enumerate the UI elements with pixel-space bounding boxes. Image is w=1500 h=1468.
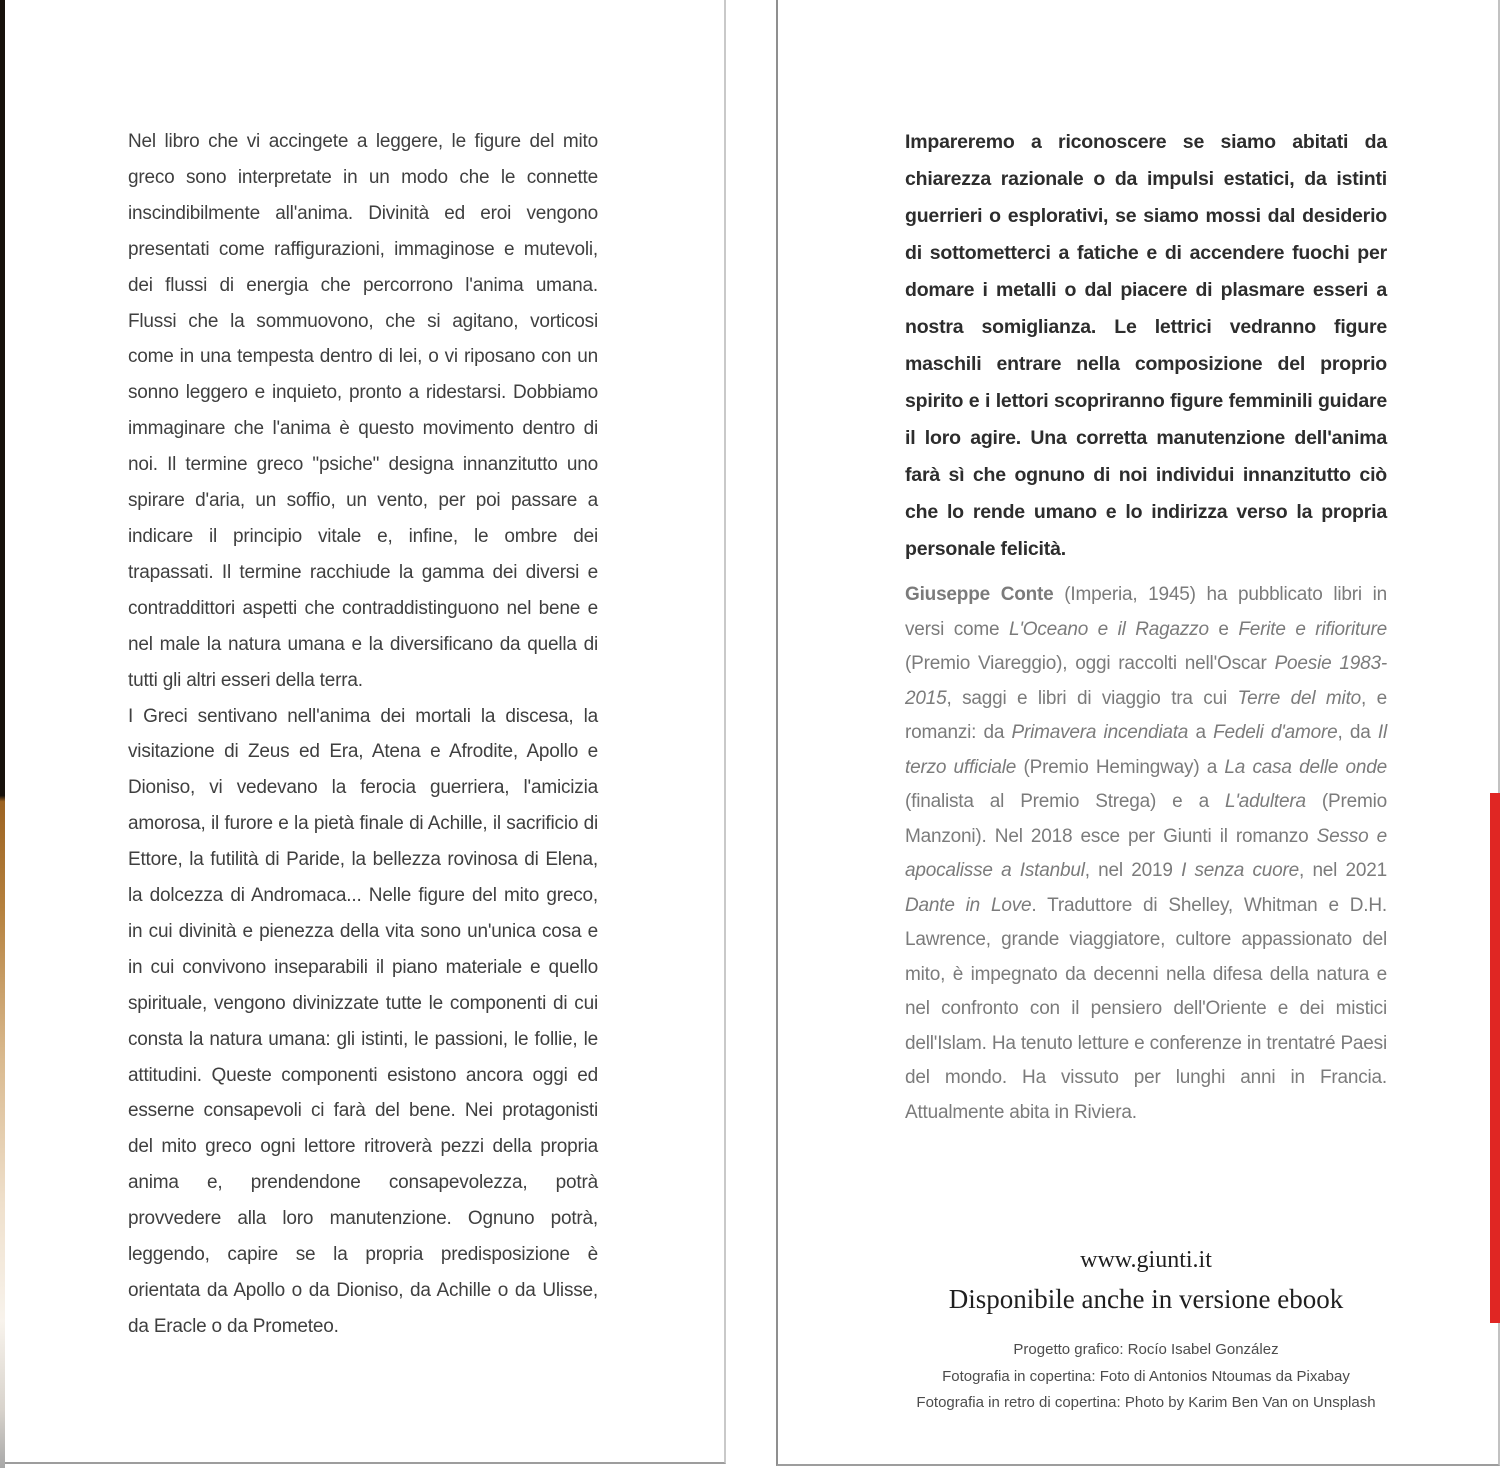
left-flap-paragraph-1: Nel libro che vi accingete a leggere, le figure del mito greco sono interpretate in un modo che le connette inscindibilmente all'anima. Divinità ed eroi vengono presentati come raffigurazioni, immaginose e mutevoli, dei flussi di energia che percorrono l'anima umana. Flussi che la sommuovono, che si agitano, vorticosi come in una tempesta dentro di lei, o vi riposano con un sonno leggero e inquieto, pronto a ridestarsi. Dobbiamo immaginare che l'anima è questo movimento dentro di noi. Il termine greco "psiche" designa innanzitutto uno spirare d'aria, un soffio, un vento, per poi passare a indicare il principio vitale e, infine, le ombre dei trapassati. Il termine racchiude la gamma dei diversi e contraddittori aspetti che contraddistinguono nel bene e nel male la natura umana e la diversificano da quella di tutti gli altri esseri della terra. bbox=[128, 131, 598, 691]
right-flap-intro-paragraph: Impareremo a riconoscere se siamo abitati da chiarezza razionale o da impulsi estatici, da istinti guerrieri o esplorativi, se siamo mossi dal desiderio di sottometterci a fatiche e di accendere fuochi per domare i metalli o dal piacere di plasmare esseri a nostra somiglianza. Le lettrici vedranno figure maschili entrare nella composizione del proprio spirito e i lettori scopriranno figure femminili guidare il loro agire. Una corretta manutenzione dell'anima farà sì che ognuno di noi individui innanzitutto ciò che lo rende umano e lo indirizza verso la propria personale felicità. bbox=[905, 131, 1387, 560]
credits-block bbox=[861, 1337, 1431, 1417]
author-bio-paragraph: Giuseppe Conte (Imperia, 1945) ha pubblicato libri in versi come L'Oceano e il Ragazzo e Ferite e rifioriture (Premio Viareggio), oggi raccolti nell'Oscar Poesie 1983-2015, saggi e libri di viaggio tra cui Terre del mito, e romanzi: da Primavera incendiata a Fedeli d'amore, da Il terzo ufficiale (Premio Hemingway) a La casa delle onde (finalista al Premio Strega) e a L'adultera (Premio Manzoni). Nel 2018 esce per Giunti il romanzo Sesso e apocalisse a Istanbul, nel 2019 I senza cuore, nel 2021 Dante in Love. Traduttore di Shelley, Whitman e D.H. Lawrence, grande viaggiatore, cultore appassionato del mito, è impegnato da decenni nella difesa della natura e nel confronto con il pensiero dell'Oriente e dei mistici dell'Islam. Ha tenuto letture e conferenze in trentatré Paesi del mondo. Ha vissuto per lunghi anni in Francia. Attualmente abita in Riviera. bbox=[905, 584, 1388, 1123]
publisher-website: www.giunti.it bbox=[1080, 1247, 1212, 1273]
ebook-availability-note: Disponibile anche in versione ebook bbox=[948, 1284, 1344, 1314]
credit-line-cover-photo: Fotografia in copertina: Foto di Antonios Ntoumas da Pixabay bbox=[942, 1367, 1350, 1385]
red-accent-strip bbox=[1490, 793, 1500, 1323]
credit-line-graphic-design: Progetto grafico: Rocío Isabel González bbox=[1013, 1341, 1279, 1358]
left-flap-text bbox=[128, 124, 598, 1345]
credit-line-back-cover-photo: Fotografia in retro di copertina: Photo by Karim Ben Van on Unsplash bbox=[916, 1394, 1376, 1411]
left-flap-paragraph-2: I Greci sentivano nell'anima dei mortali la discesa, la visitazione di Zeus ed Era, Atena e Afrodite, Apollo e Dioniso, vi vedevano la ferocia guerriera, l'amicizia amorosa, il furore e la pietà finale di Achille, il sacrificio di Ettore, la futilità di Paride, la bellezza rovinosa di Elena, la dolcezza di Andromaca... Nelle figure del mito greco, in cui divinità e pienezza della vita sono un'unica cosa e in cui convivono inseparabili il piano materiale e quello spirituale, vengono divinizzate tutte le componenti di cui consta la natura umana: gli istinti, le passioni, le follie, le attitudini. Queste componenti esistono ancora oggi ed esserne consapevoli ci farà del bene. Nei protagonisti del mito greco ogni lettore ritroverà pezzi della propria anima e, prendendone consapevolezza, potrà provvedere alla loro manutenzione. Ognuno potrà, leggendo, capire se la propria predisposizione è orientata da Apollo o da Dioniso, da Achille o da Ulisse, da Eracle o da Prometeo. bbox=[128, 705, 598, 1337]
